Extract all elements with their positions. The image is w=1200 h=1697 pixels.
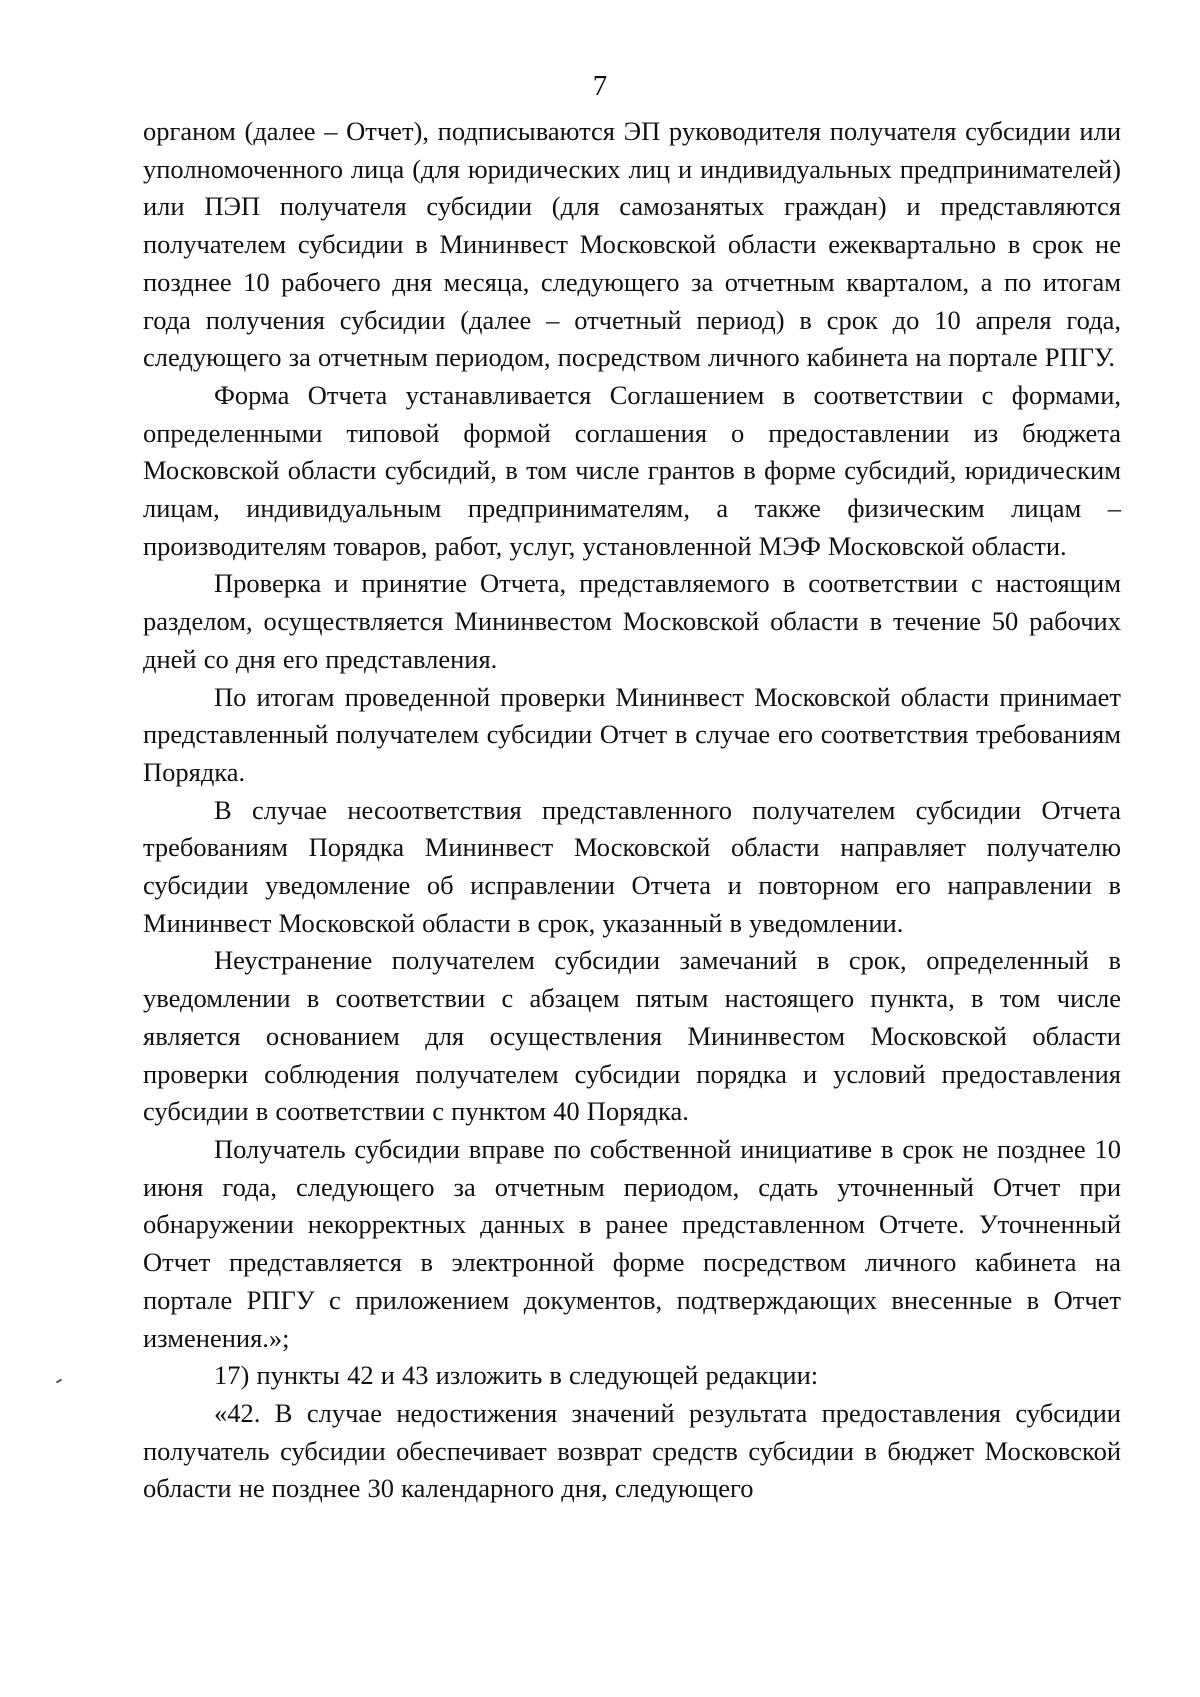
document-body bbox=[143, 113, 1121, 1508]
paragraph-report-form: Форма Отчета устанавливается Соглашением в соответствии с формами, определенными типовой формой соглашения о предоставлении из бюджета Московской области субсидий, в том числе грантов в форме субсидий, юридическим лицам, индивидуальным предпринимателям, а также физическим лицам – производителям товаров, работ, услуг, установленной МЭФ Московской области. bbox=[143, 379, 1121, 561]
paragraph-remarks-not-fixed: Неустранение получателем субсидии замечаний в срок, определенный в уведомлении в соответствии с абзацем пятым настоящего пункта, в том числе является основанием для осуществления Мининвестом Московской области проверки соблюдения получателем субсидии порядка и условий предоставления субсидии в соответствии с пунктом 40 Порядка. bbox=[143, 945, 1121, 1127]
paragraph-report-mismatch: В случае несоответствия представленного получателем субсидии Отчета требованиям Порядка Мининвест Московской области направляет получателю субсидии уведомление об исправлении Отчета и повторном его направлении в Мининвест Московской области в срок, указанный в уведомлении. bbox=[143, 794, 1121, 938]
paragraph-item-42: «42. В случае недостижения значений результата предоставления субсидии получатель субсидии обеспечивает возврат средств субсидии в бюджет Московской области не позднее 30 календарного дня, следующего bbox=[143, 1397, 1121, 1504]
scan-artifact bbox=[56, 1379, 62, 1384]
paragraph-continuation: органом (далее – Отчет), подписываются ЭП руководителя получателя субсидии или уполномоченного лица (для юридических лиц и индивидуальных предпринимателей) или ПЭП получателя субсидии (для самозанятых граждан) и представляются получателем субсидии в Мининвест Московской области ежеквартально в срок не позднее 10 рабочего дня месяца, следующего за отчетным кварталом, а по итогам года получения субсидии (далее – отчетный период) в срок до 10 апреля года, следующего за отчетным периодом, посредством личного кабинета на портале РПГУ. bbox=[143, 116, 1121, 373]
paragraph-report-acceptance: По итогам проведенной проверки Мининвест Московской области принимает представленный получателем субсидии Отчет в случае его соответствия требованиям Порядка. bbox=[143, 681, 1121, 787]
paragraph-updated-report: Получатель субсидии вправе по собственной инициативе в срок не позднее 10 июня года, следующего за отчетным периодом, сдать уточненный Отчет при обнаружении некорректных данных в ранее представленном Отчете. Уточненный Отчет представляется в электронной форме посредством личного кабинета на портале РПГУ с приложением документов, подтверждающих внесенные в Отчет изменения.»; bbox=[143, 1133, 1121, 1353]
paragraph-report-check: Проверка и принятие Отчета, представляемого в соответствии с настоящим разделом, осуществляется Мининвестом Московской области в течение 50 рабочих дней со дня его представления. bbox=[143, 568, 1121, 674]
page-number: 7 bbox=[592, 70, 608, 102]
paragraph-amendment-item-17: 17) пункты 42 и 43 изложить в следующей редакции: bbox=[214, 1360, 819, 1391]
